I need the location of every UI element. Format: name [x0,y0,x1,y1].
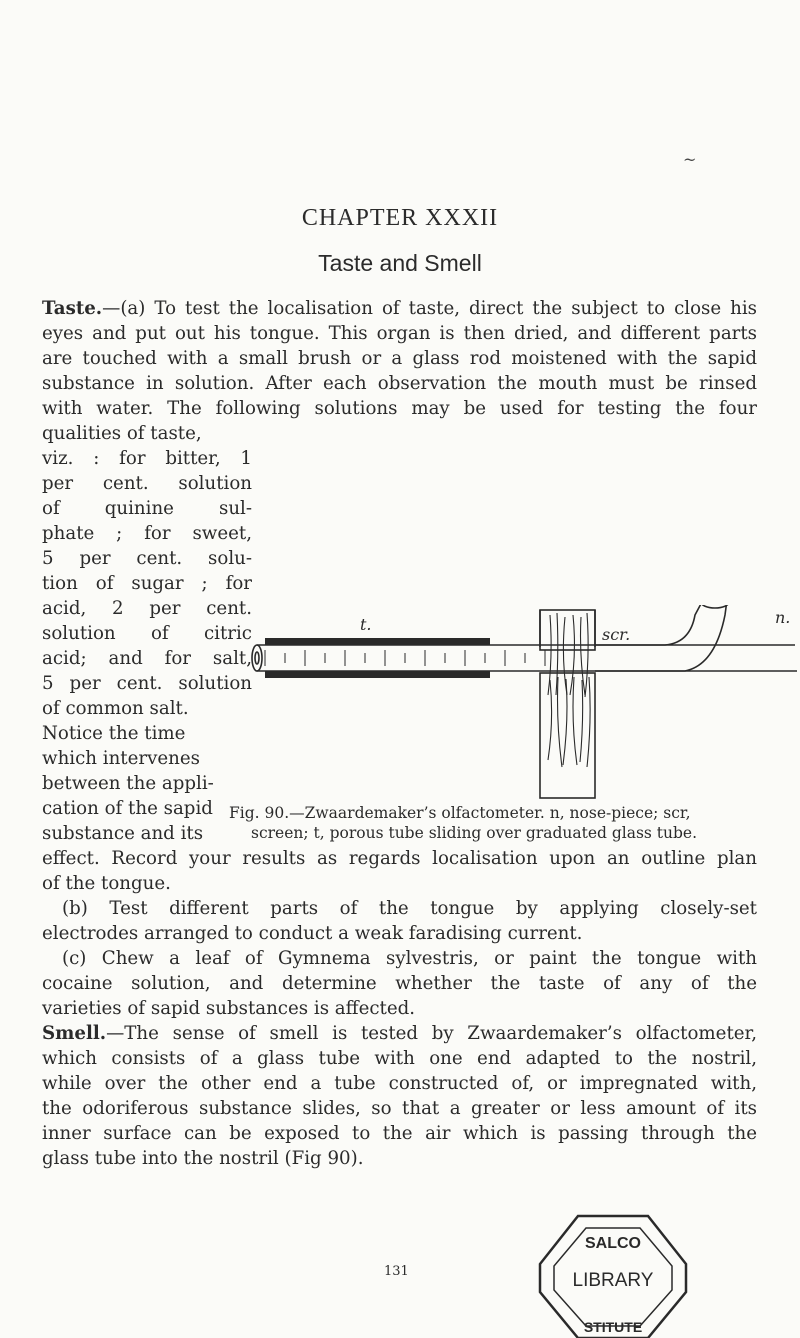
wrap-line: substance and its [42,823,204,844]
label-t: t. [360,615,372,634]
wrap-line: 5 per cent. solu- [42,548,252,569]
page-number: 131 [384,1264,409,1279]
paragraph-b-line-2: electrodes arranged to conduct a weak faradising current. [42,923,583,944]
taste-heading: Taste. [42,298,103,319]
wrap-line: 5 per cent. solution [42,673,252,694]
label-scr: scr. [602,625,631,644]
porous-tube-top [265,638,490,645]
label-n: n. [775,608,791,627]
wrap-line: between the appli- [42,773,214,794]
wrap-line: which intervenes [42,748,200,769]
wrap-line: solution of citric [42,623,252,644]
wrap-line: of quinine sul- [42,498,252,519]
chapter-heading: CHAPTER XXXII [301,205,499,231]
smell-paragraph-line-3: while over the other end a tube constructed of, or impregnated with, [42,1073,757,1094]
smell-paragraph-line-5: inner surface can be exposed to the air which is passing through the [42,1123,757,1144]
wrap-line: tion of sugar ; for [42,573,252,594]
paragraph-b-line-1: (b) Test different parts of the tongue by applying closely-set [62,898,757,919]
paragraph-c-line-1: (c) Chew a leaf of Gymnema sylvestris, or paint the tongue with [62,948,757,969]
stamp-center-text: LIBRARY [572,1270,654,1291]
smell-paragraph-line-2: which consists of a glass tube with one end adapted to the nostril, [42,1048,757,1069]
wrap-line: viz. : for bitter, 1 [42,448,252,469]
smell-paragraph-line-4: the odoriferous substance slides, so that a greater or less amount of its [42,1098,757,1119]
smell-paragraph-line-6: glass tube into the nostril (Fig 90). [42,1148,364,1169]
stamp-top-text: SALCO [585,1235,641,1252]
paragraph-a-line-5: with water. The following solutions may be used for testing the four [42,398,757,419]
paragraph-c-line-3: varieties of sapid substances is affected. [42,998,416,1019]
paragraph-a-line-2: eyes and put out his tongue. This organ is then dried, and different parts [42,323,757,344]
wrap-line: per cent. solution [42,473,252,494]
porous-tube-bottom [265,671,490,678]
wrap-line: cation of the sapid [42,798,213,819]
paragraph-a-line-last: of the tongue. [42,873,171,894]
section-title: Taste and Smell [318,250,482,276]
wrap-line: phate ; for sweet, [42,523,252,544]
wrap-line: acid; and for salt, [42,648,252,669]
paragraph-a-line-3: are touched with a small brush or a glass rod moistened with the sapid [42,348,757,369]
paragraph-c-line-2: cocaine solution, and determine whether the taste of any of the [42,973,757,994]
paragraph-a-line-end: effect. Record your results as regards localisation upon an outline plan [42,848,757,869]
paragraph-a-line-4: substance in solution. After each observation the mouth must be rinsed [42,373,757,394]
paragraph-a-line-1: Taste.—(a) To test the localisation of taste, direct the subject to close his [42,298,757,319]
graduation-ticks [265,650,545,666]
smell-heading: Smell. [42,1023,107,1044]
library-stamp [538,1214,688,1338]
wrap-line: Notice the time [42,723,186,744]
smell-paragraph-line-1: Smell.—The sense of smell is tested by Zwaardemaker’s olfactometer, [42,1023,757,1044]
wrap-line: of common salt. [42,698,189,719]
wrap-line: acid, 2 per cent. [42,598,252,619]
olfactometer-figure [245,605,800,805]
stamp-bottom-text: STITUTE [583,1319,643,1335]
figure-caption-line-2: screen; t, porous tube sliding over graduated glass tube. [251,824,698,842]
corner-mark: ~ [683,150,697,169]
figure-caption-line-1: Fig. 90.—Zwaardemaker’s olfactometer. n, nose-piece; scr, [229,804,691,822]
wrap-line: qualities of taste, [42,423,202,444]
